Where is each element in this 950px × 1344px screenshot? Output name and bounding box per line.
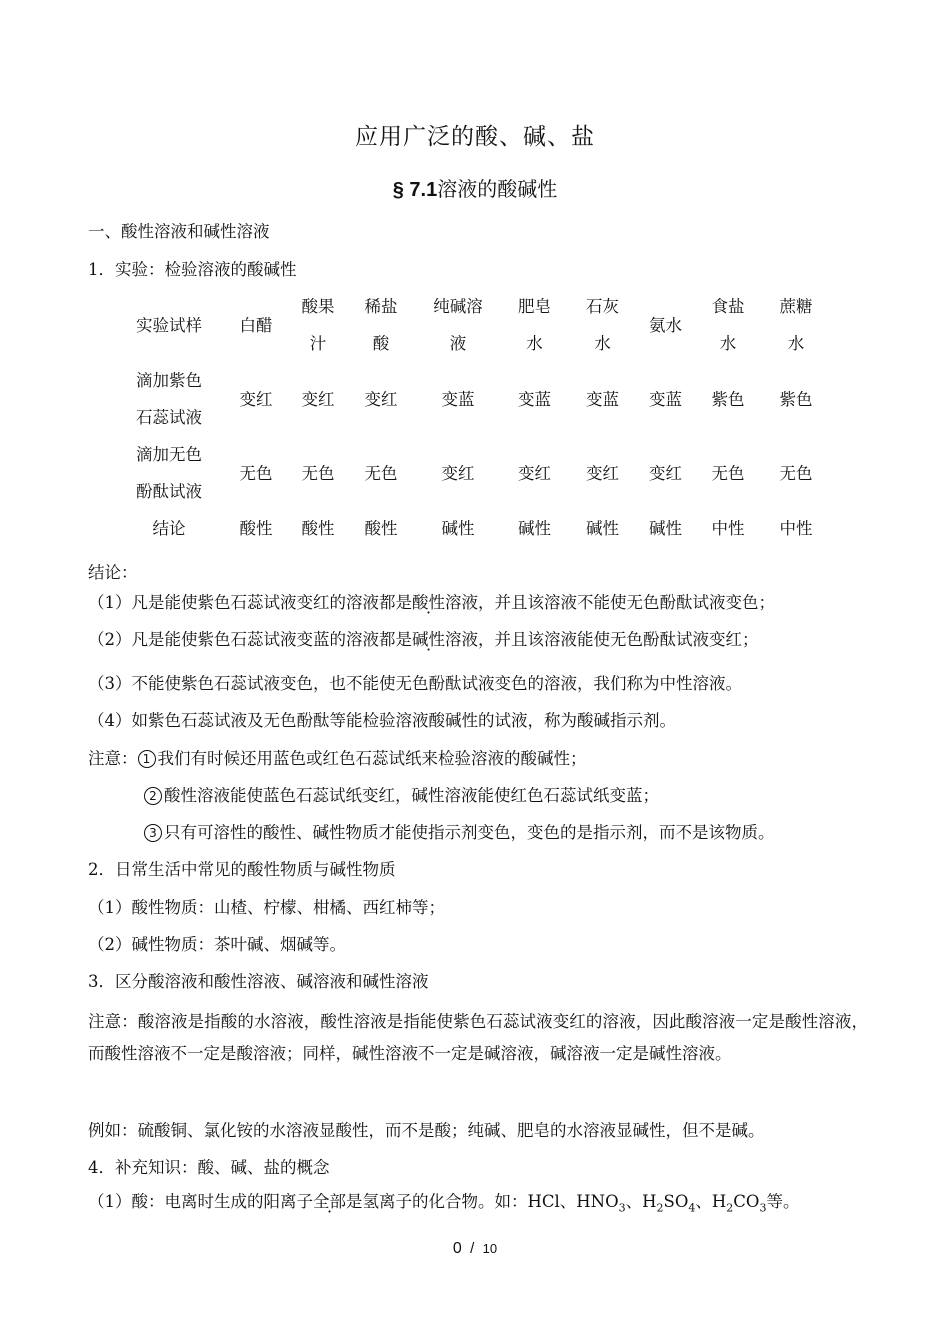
table-cell — [294, 436, 342, 510]
cell-text: 蔗糖 — [779, 297, 813, 316]
section-number: § 7.1 — [392, 179, 438, 201]
cell-text: 无色 — [779, 463, 813, 483]
example-line: 例如：硫酸铜、氯化铵的水溶液显酸性，而不是酸；纯碱、肥皂的水溶液显碱性，但不是碱。 — [88, 1121, 765, 1140]
table-cell — [420, 436, 496, 510]
conclusion-1-text: （1）凡是能使紫色石蕊试液变红的溶液都是 — [88, 593, 412, 612]
conclusion-2-text: （2）凡是能使紫色石蕊试液变蓝的溶液都是 — [88, 630, 412, 649]
cell-text: 无色 — [301, 463, 335, 483]
table-cell — [699, 510, 757, 547]
cell-text: 液 — [449, 334, 467, 353]
heading-experiment: 1．实验：检验溶液的酸碱性 — [88, 260, 297, 279]
table-cell — [699, 436, 757, 510]
conclusion-2-emphasis: 碱性 — [412, 630, 445, 649]
table-header-cell — [573, 288, 632, 362]
table-header-row — [120, 288, 835, 362]
heading-distinguish: 3．区分酸溶液和酸性溶液、碱溶液和碱性溶液 — [88, 972, 429, 991]
table-cell — [757, 510, 835, 547]
cell-text: 变红 — [239, 389, 273, 409]
acid-definition-emphasis: 全部 — [313, 1192, 346, 1211]
cell-text: 无色 — [711, 463, 745, 483]
note-3 — [144, 822, 775, 844]
table-cell — [573, 362, 632, 436]
table-cell — [342, 510, 420, 547]
conclusion-2 — [88, 629, 759, 651]
formula-subscript: 3 — [759, 1201, 767, 1215]
table-cell — [342, 362, 420, 436]
conclusion-4: （4）如紫色石蕊试液及无色酚酞等能检验溶液酸碱性的试液，称为酸碱指示剂。 — [88, 711, 676, 730]
cell-text: 变红 — [649, 463, 682, 483]
formula-part: CO — [733, 1192, 760, 1211]
table-header-cell — [120, 288, 218, 362]
heading-supplement: 4．补充知识：酸、碱、盐的概念 — [88, 1158, 330, 1177]
cell-text: 酸 — [372, 334, 390, 353]
acid-definition-rest: 是氢离子的化合物。如： — [346, 1192, 528, 1211]
table-cell — [496, 436, 573, 510]
cell-text: 紫色 — [779, 389, 813, 409]
acidic-substances: （1）酸性物质：山楂、柠檬、柑橘、西红柿等； — [88, 898, 445, 917]
cell-text: 白醋 — [239, 315, 273, 335]
page-title: 应用广泛的酸、碱、盐 — [355, 124, 595, 150]
acid-definition-end: 等。 — [766, 1192, 800, 1211]
cell-text: 水 — [594, 334, 611, 353]
cell-text: 水 — [719, 334, 737, 353]
table-cell — [699, 362, 757, 436]
formula-hcl: HCl — [527, 1192, 560, 1211]
circled-number-icon: 3 — [144, 824, 162, 842]
cell-text: 石蕊试液 — [136, 408, 202, 427]
table-cell — [632, 362, 699, 436]
table-cell — [420, 510, 496, 547]
basic-substances: （2）碱性物质：茶叶碱、烟碱等。 — [88, 935, 346, 954]
formula-subscript: 3 — [618, 1201, 626, 1215]
formula-hno3 — [576, 1192, 626, 1215]
table-cell — [496, 362, 573, 436]
table-cell — [342, 436, 420, 510]
conclusion-1 — [88, 592, 775, 614]
separator: 、 — [559, 1192, 577, 1211]
table-cell — [496, 510, 573, 547]
cell-text: 稀盐 — [364, 297, 398, 316]
cell-text: 滴加紫色 — [136, 371, 202, 390]
cell-text: 酸性 — [239, 519, 273, 538]
cell-text: 变红 — [586, 463, 619, 483]
table-header-cell — [757, 288, 835, 362]
cell-text: 酸性 — [301, 519, 335, 538]
cell-text: 纯碱溶 — [433, 297, 483, 316]
separator: 、 — [625, 1192, 643, 1211]
formula-part: HNO — [576, 1192, 619, 1211]
table-header-cell — [218, 288, 294, 362]
table-row-label — [120, 362, 218, 436]
table-header-cell — [632, 288, 699, 362]
table-cell — [218, 436, 294, 510]
table-cell — [632, 436, 699, 510]
cell-text: 肥皂 — [518, 297, 551, 316]
table-cell — [294, 510, 342, 547]
acid-definition-text: （1）酸：电离时生成的阳离子 — [88, 1192, 313, 1211]
cell-text: 变红 — [301, 389, 335, 409]
cell-text: 变红 — [441, 463, 475, 483]
conclusion-3: （3）不能使紫色石蕊试液变色，也不能使无色酚酞试液变色的溶液，我们称为中性溶液。 — [88, 674, 742, 693]
section-heading: 溶液的酸碱性 — [437, 177, 558, 201]
table-cell — [420, 362, 496, 436]
table-row-litmus — [120, 362, 835, 436]
heading-common-substances: 2．日常生活中常见的酸性物质与碱性物质 — [88, 860, 396, 879]
cell-text: 石灰 — [586, 297, 619, 316]
cell-text: 无色 — [239, 463, 273, 483]
cell-text: 中性 — [779, 519, 813, 538]
formula-subscript: 2 — [656, 1201, 664, 1215]
formula-part: SO — [663, 1192, 689, 1211]
cell-text: 紫色 — [711, 389, 745, 409]
formula-subscript: 2 — [726, 1201, 734, 1215]
table-header-cell — [294, 288, 342, 362]
page-separator: / — [470, 1240, 475, 1257]
table-cell — [294, 362, 342, 436]
section-title — [0, 173, 950, 202]
cell-text: 变红 — [518, 463, 551, 483]
cell-text: 水 — [526, 334, 543, 353]
note-2-text: 酸性溶液能使蓝色石蕊试纸变红，碱性溶液能使红色石蕊试纸变蓝； — [164, 786, 659, 805]
conclusion-label: 结论： — [88, 563, 138, 582]
circled-number-icon: 1 — [138, 750, 156, 768]
cell-text: 变蓝 — [586, 389, 619, 409]
cell-text: 变蓝 — [518, 389, 551, 409]
note-3-text: 只有可溶性的酸性、碱性物质才能使指示剂变色，变色的是指示剂，而不是该物质。 — [164, 823, 775, 842]
note-1 — [88, 748, 587, 770]
table-header-cell — [420, 288, 496, 362]
table-row-conclusion — [120, 510, 835, 547]
cell-text: 变红 — [364, 389, 398, 409]
cell-text: 实验试样 — [136, 315, 202, 335]
cell-text: 氨水 — [649, 315, 682, 335]
table-cell — [757, 436, 835, 510]
cell-text: 碱性 — [649, 519, 682, 538]
table-row-label — [120, 436, 218, 510]
table-cell — [218, 362, 294, 436]
cell-text: 变蓝 — [649, 389, 682, 409]
cell-text: 食盐 — [711, 297, 745, 316]
cell-text: 水 — [787, 334, 805, 353]
note-1-text: 我们有时候还用蓝色或红色石蕊试纸来检验溶液的酸碱性； — [157, 749, 587, 768]
table-cell — [573, 510, 632, 547]
formula-part: H — [711, 1192, 727, 1211]
table-header-cell — [699, 288, 757, 362]
cell-text: 酚酞试液 — [136, 482, 202, 501]
formula-part: H — [642, 1192, 657, 1211]
cell-text: 结论 — [152, 519, 186, 538]
current-page-number: 0 — [452, 1240, 462, 1257]
note-2 — [144, 785, 659, 807]
table-cell — [632, 510, 699, 547]
conclusion-1-emphasis: 酸性 — [412, 593, 445, 612]
cell-text: 无色 — [364, 463, 398, 483]
table-header-cell — [496, 288, 573, 362]
cell-text: 酸性 — [364, 519, 398, 538]
table-cell — [757, 362, 835, 436]
note-paragraph: 注意：酸溶液是指酸的水溶液，酸性溶液是指能使紫色石蕊试液变红的溶液，因此酸溶液一定是酸性溶液，而酸性溶液不一定是酸溶液；同样，碱性溶液不一定是碱溶液，碱溶液一定是碱性溶液。 — [88, 1012, 868, 1063]
cell-text: 碱性 — [518, 519, 551, 538]
cell-text: 中性 — [711, 519, 745, 538]
formula-h2so4 — [642, 1192, 696, 1215]
formula-subscript: 4 — [688, 1201, 696, 1215]
table-cell — [218, 510, 294, 547]
table-header-cell — [342, 288, 420, 362]
cell-text: 碱性 — [441, 519, 475, 538]
cell-text: 汁 — [309, 334, 327, 353]
conclusion-1-rest: 溶液，并且该溶液不能使无色酚酞试液变色； — [445, 593, 775, 612]
acid-definition — [88, 1191, 799, 1219]
note-label: 注意： — [88, 749, 138, 768]
cell-text: 滴加无色 — [136, 445, 202, 464]
cell-text: 碱性 — [586, 519, 619, 538]
page-indicator — [0, 1240, 950, 1258]
table-cell — [573, 436, 632, 510]
cell-text: 酸果 — [301, 297, 335, 316]
total-pages: 10 — [482, 1241, 498, 1256]
table-row-phenolphthalein — [120, 436, 835, 510]
heading-acid-base-solutions: 一、酸性溶液和碱性溶液 — [88, 222, 270, 241]
cell-text: 变蓝 — [441, 389, 475, 409]
table-row-label — [120, 510, 218, 547]
separator: 、 — [695, 1192, 712, 1211]
formula-h2co3 — [711, 1192, 767, 1215]
circled-number-icon: 2 — [144, 787, 162, 805]
experiment-table — [120, 288, 835, 547]
conclusion-2-rest: 溶液，并且该溶液能使无色酚酞试液变红； — [445, 630, 759, 649]
